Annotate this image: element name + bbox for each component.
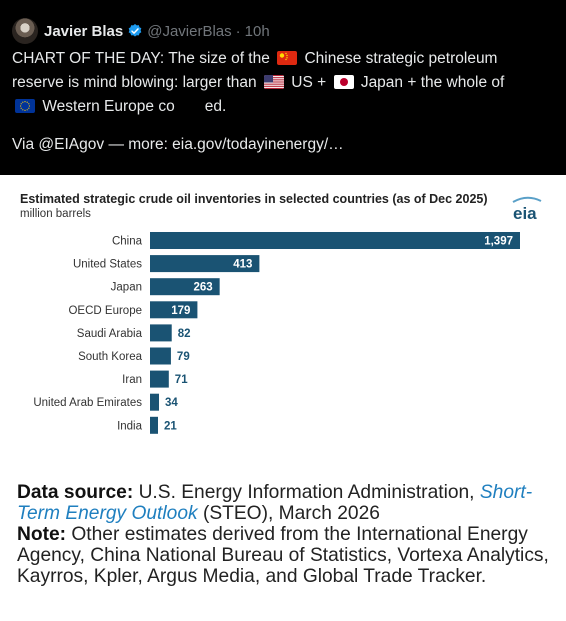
category-label: United Arab Emirates — [33, 397, 142, 410]
post-header — [12, 18, 270, 44]
tweet-line-3 — [12, 95, 552, 119]
category-label: South Korea — [78, 351, 142, 363]
steo-link[interactable]: Short-Term Energy Outlook — [17, 482, 533, 524]
chart-title: Estimated strategic crude oil inventories in selected countries (as of Dec 2025) — [20, 192, 488, 206]
category-label: Japan — [110, 281, 142, 294]
bar — [150, 348, 171, 365]
category-label: India — [117, 420, 142, 433]
tweet-text-segment: CHART OF THE DAY: The size of the — [12, 50, 270, 67]
tweet-text-segment: ed. — [204, 98, 227, 115]
handle[interactable]: @JavierBlas — [147, 22, 232, 40]
source-label: Data source: — [17, 482, 134, 503]
data-label: 82 — [177, 327, 191, 340]
tweet-text-segment: US + — [291, 74, 327, 91]
category-label: OECD Europe — [68, 304, 142, 317]
data-label: 79 — [176, 351, 190, 363]
china-flag-icon — [277, 51, 297, 65]
data-label: 34 — [165, 397, 178, 410]
separator: · — [235, 22, 241, 40]
bar — [150, 417, 158, 434]
eu-flag-icon — [15, 99, 35, 113]
bar — [150, 232, 520, 249]
data-label: 413 — [233, 258, 253, 271]
display-name[interactable]: Javier Blas — [44, 22, 124, 40]
category-label: China — [111, 235, 142, 248]
verified-badge-icon — [127, 23, 143, 39]
data-label: 1,397 — [484, 235, 513, 248]
tweet-text-segment: reserve is mind blowing: larger than — [12, 74, 257, 91]
bar — [150, 324, 172, 341]
tweet-text-segment: Western Europe co — [42, 98, 175, 115]
category-label: United States — [72, 258, 142, 271]
data-label: 263 — [193, 281, 213, 294]
source-tail: (STEO), March 2026 — [202, 503, 380, 524]
tweet-text-segment: Chinese strategic petroleum — [304, 50, 498, 67]
us-flag-icon — [264, 75, 284, 89]
data-label: 21 — [164, 420, 177, 433]
eia-logo-icon — [510, 193, 544, 223]
avatar[interactable] — [12, 18, 38, 44]
source-note — [17, 482, 557, 587]
tweet-via-line[interactable]: Via @EIAgov — more: eia.gov/todayinenergy/… — [12, 136, 344, 153]
bar — [150, 394, 159, 411]
note-text: Other estimates derived from the International Energy Agency, China National Bureau of Statistics, Vortexa Analytics, Kayrros, Kpler, Argus Media, and Global Trade Tracker. — [17, 524, 549, 587]
chart-image[interactable] — [0, 175, 566, 621]
category-label: Saudi Arabia — [76, 327, 142, 340]
data-label: 179 — [171, 304, 191, 317]
tweet-line-1 — [12, 47, 552, 71]
eia-logo-text: eia — [513, 204, 537, 223]
category-label: Iran — [122, 374, 142, 387]
bar-chart — [0, 225, 566, 445]
japan-flag-icon — [334, 75, 354, 89]
tweet-line-2 — [12, 71, 552, 95]
chart-subtitle: million barrels — [20, 208, 91, 220]
data-label: 71 — [174, 374, 188, 387]
source-text: U.S. Energy Information Administration, — [138, 482, 475, 503]
tweet-text-segment: Japan + the whole of — [360, 74, 505, 91]
note-label: Note: — [17, 524, 67, 545]
tweet-text — [12, 47, 552, 157]
bar — [150, 371, 169, 388]
timestamp[interactable]: 10h — [244, 22, 270, 40]
